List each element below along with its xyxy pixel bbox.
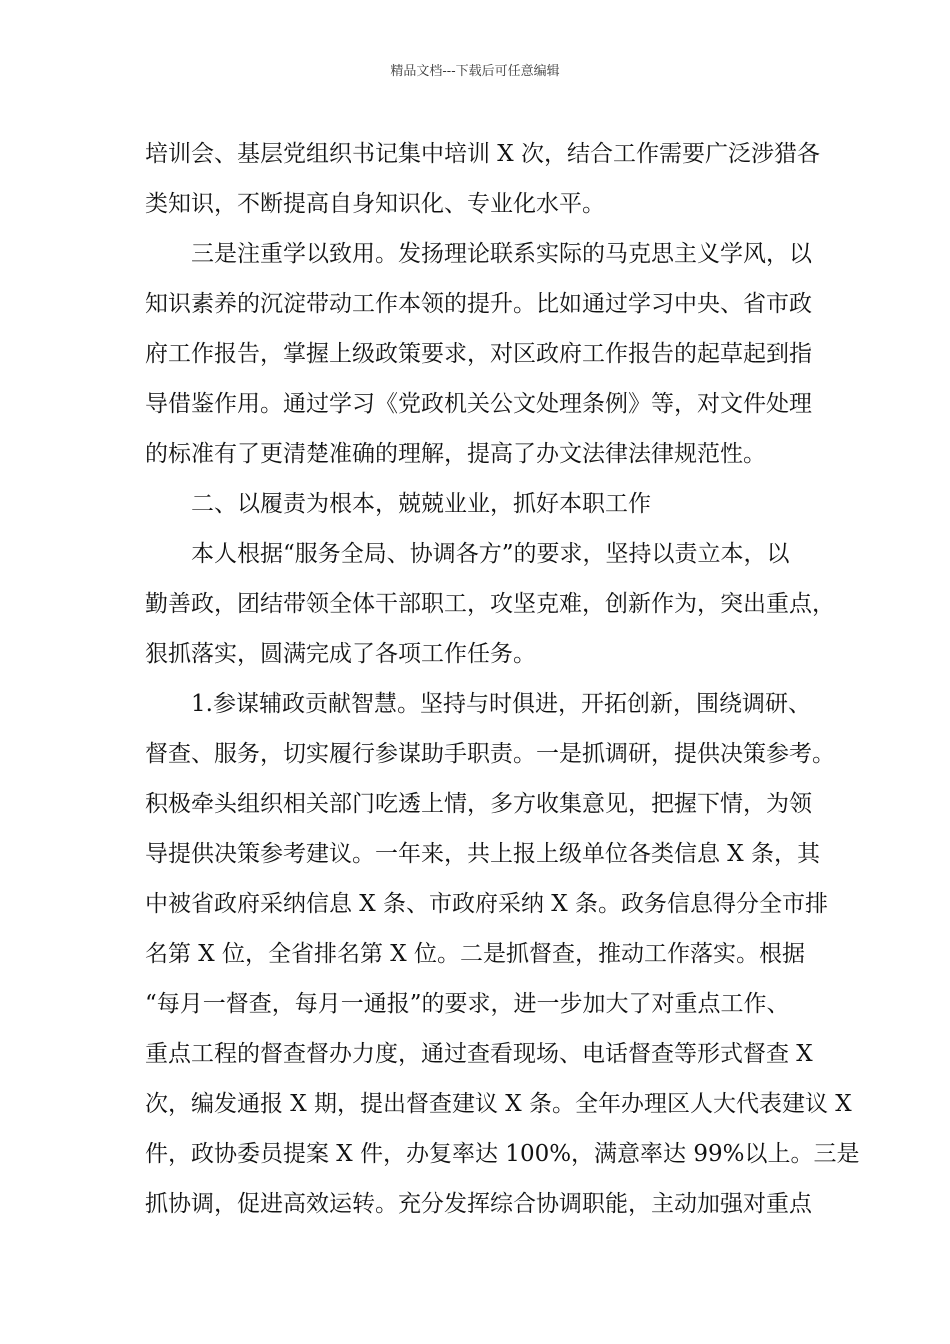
text-line: 知识素养的沉淀带动工作本领的提升。比如通过学习中央、省市政 [145,291,812,317]
text-line: 重点工程的督查督办力度，通过查看现场、电话督查等形式督查 X [145,1041,813,1067]
page-header: 精品文档---下载后可任意编辑 [390,64,560,79]
text-line: 积极牵头组织相关部门吃透上情，多方收集意见，把握下情，为领 [145,791,812,817]
text-line: 名第 X 位，全省排名第 X 位。二是抓督查，推动工作落实。根据 [145,941,805,967]
text-line: 府工作报告，掌握上级政策要求，对区政府工作报告的起草起到指 [145,341,812,367]
paragraph-first-line: 本人根据“服务全局、协调各方”的要求，坚持以责立本，以 [191,541,790,567]
paragraph-first-line: 三是注重学以致用。发扬理论联系实际的马克思主义学风，以 [191,241,812,267]
text-line: 导借鉴作用。通过学习《党政机关公文处理条例》等，对文件处理 [145,391,812,417]
paragraph-first-line: 1.参谋辅政贡献智慧。坚持与时俱进，开拓创新，围绕调研、 [191,691,811,717]
text-line: 类知识，不断提高自身知识化、专业化水平。 [145,191,605,217]
section-heading: 二、以履责为根本，兢兢业业，抓好本职工作 [191,491,651,517]
text-line: 件，政协委员提案 X 件，办复率达 100%，满意率达 99%以上。三是 [145,1141,860,1167]
text-line: 导提供决策参考建议。一年来，共上报上级单位各类信息 X 条，其 [145,841,820,867]
text-line: “每月一督查，每月一通报”的要求，进一步加大了对重点工作、 [145,991,790,1017]
text-line: 培训会、基层党组织书记集中培训 X 次，结合工作需要广泛涉猎各 [145,141,820,167]
text-line: 的标准有了更清楚准确的理解，提高了办文法律法律规范性。 [145,441,766,467]
text-line: 中被省政府采纳信息 X 条、市政府采纳 X 条。政务信息得分全市排 [145,891,828,917]
text-line: 督查、服务，切实履行参谋助手职责。一是抓调研，提供决策参考。 [145,741,835,767]
document-body [145,129,860,1229]
text-line: 勤善政，团结带领全体干部职工，攻坚克难，创新作为，突出重点， [145,591,835,617]
text-line: 狠抓落实，圆满完成了各项工作任务。 [145,641,536,667]
text-line: 抓协调，促进高效运转。充分发挥综合协调职能，主动加强对重点 [145,1191,812,1217]
text-line: 次，编发通报 X 期，提出督查建议 X 条。全年办理区人大代表建议 X [145,1091,852,1117]
